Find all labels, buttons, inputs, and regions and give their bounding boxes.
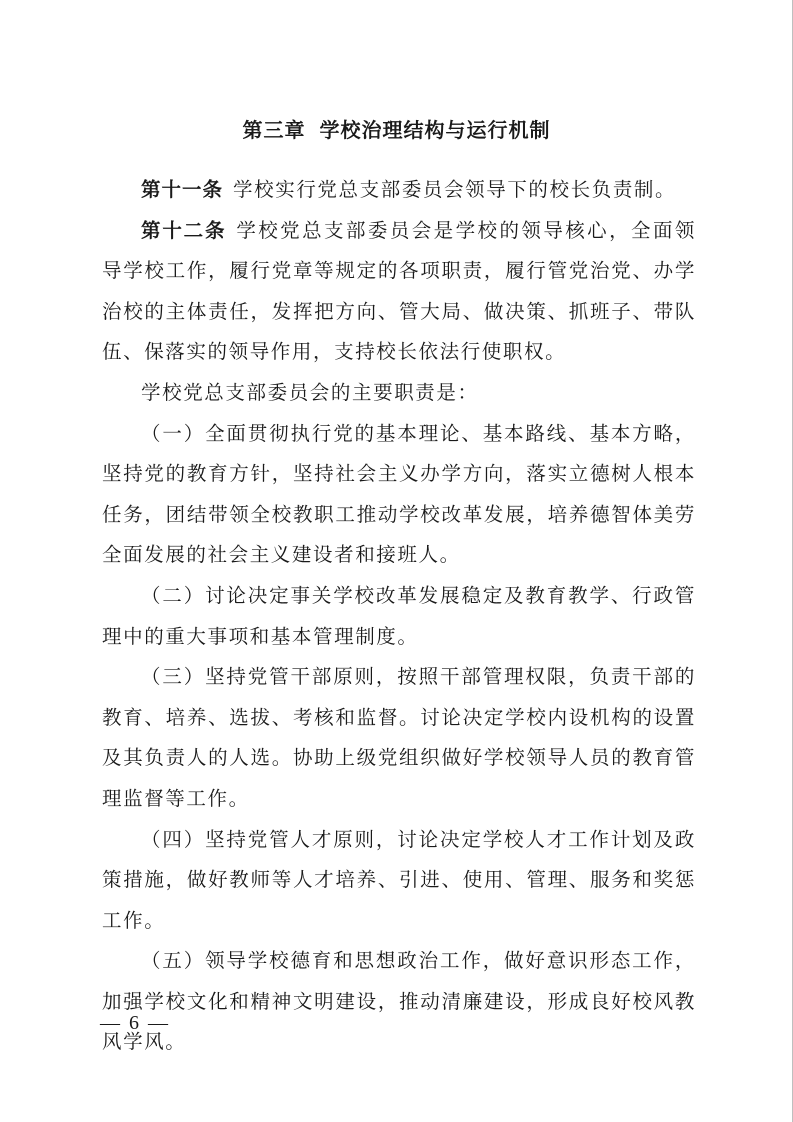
duties-intro: 学校党总支部委员会的主要职责是：: [141, 380, 479, 404]
article-11: [102, 170, 696, 211]
article-text: 学校党总支部委员会是学校的领导核心，全面领导学校工作，履行党章等规定的各项职责，履行管党治党、办学治校的主体责任，发挥把方向、管大局、做决策、抓班子、带队伍、保落实的领导作用，支持校长依法行使职权。: [102, 218, 696, 364]
page-number: — 6 —: [100, 1012, 170, 1034]
article-label: 第十二条: [141, 218, 227, 242]
chapter-title: 学校治理结构与运行机制: [319, 118, 551, 142]
article-12: [102, 211, 696, 373]
duty-item-4: （四）坚持党管人才原则，讨论决定学校人才工作计划及政策措施，做好教师等人才培养、引进、使用、管理、服务和奖惩工作。: [102, 827, 696, 932]
chapter-heading: [0, 114, 793, 143]
duty-item-5: （五）领导学校德育和思想政治工作，做好意识形态工作，加强学校文化和精神文明建设，推动清廉建设，形成良好校风教风学风。: [102, 949, 696, 1054]
document-body: [102, 170, 696, 1063]
article-text: 学校实行党总支部委员会领导下的校长负责制。: [233, 178, 677, 201]
duty-item-3: （三）坚持党管干部原则，按照干部管理权限，负责干部的教育、培养、选拔、考核和监督。讨论决定学校内设机构的设置及其负责人的人选。协助上级党组织做好学校领导人员的教育管理监督等工作。: [102, 665, 696, 810]
chapter-number: 第三章: [242, 118, 306, 142]
duty-item-1: （一）全面贯彻执行党的基本理论、基本路线、基本方略，坚持党的教育方针，坚持社会主义办学方向，落实立德树人根本任务，团结带领全校教职工推动学校改革发展，培养德智体美劳全面发展的社会主义建设者和接班人。: [102, 421, 696, 567]
article-label: 第十一条: [141, 178, 224, 201]
duty-item-2: （二）讨论决定事关学校改革发展稳定及教育教学、行政管理中的重大事项和基本管理制度。: [102, 583, 696, 648]
